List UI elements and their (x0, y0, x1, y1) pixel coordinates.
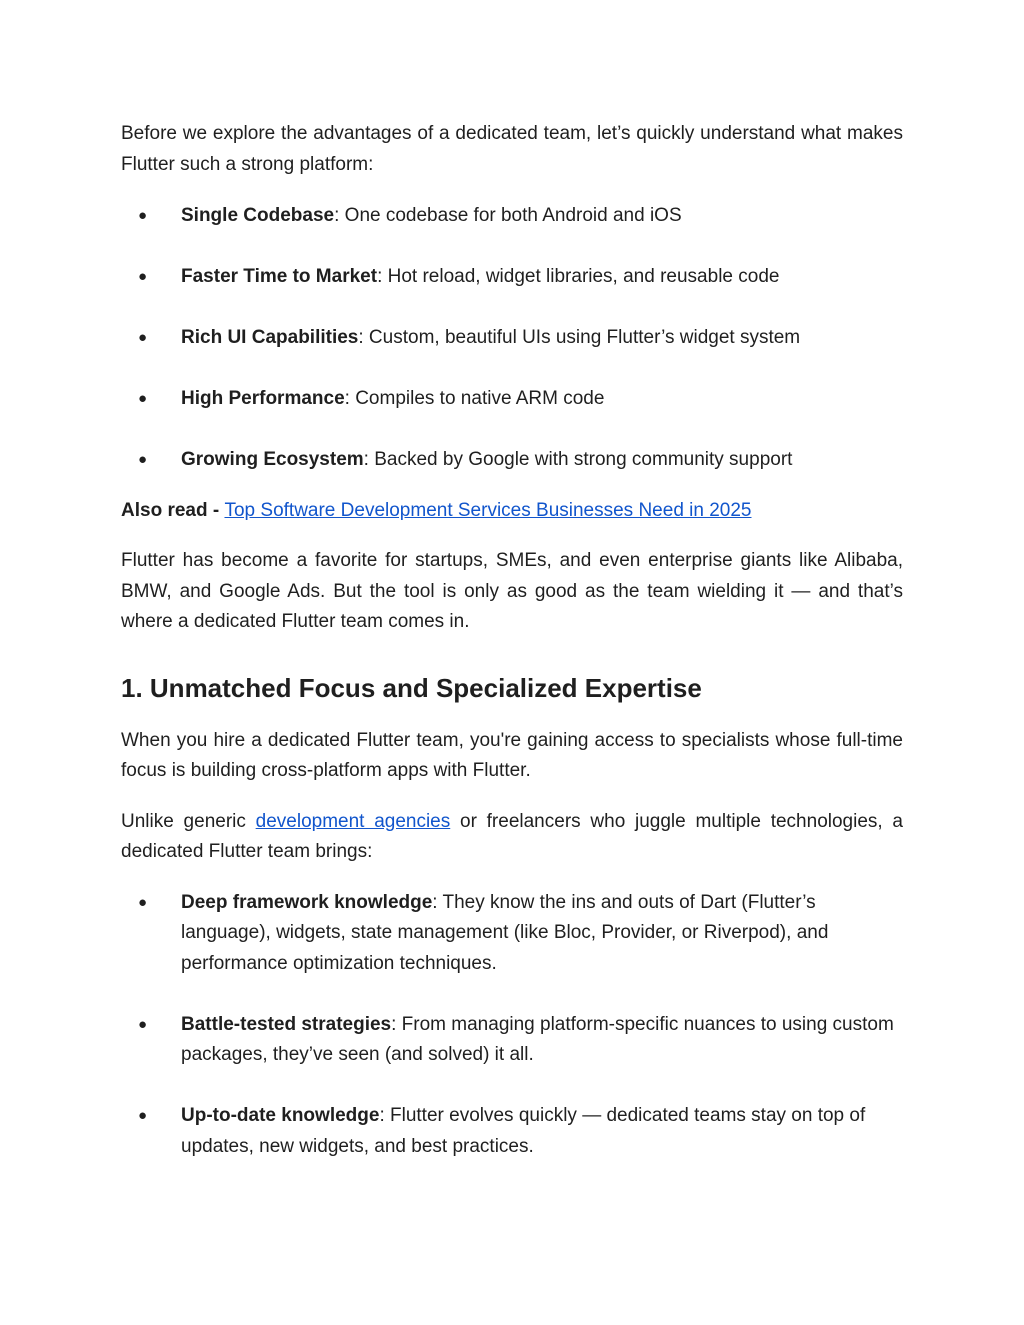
list-item (121, 384, 903, 415)
item-title: Up-to-date knowledge (181, 1105, 380, 1126)
development-agencies-link[interactable]: development agencies (255, 810, 451, 832)
bullet-icon: ● (138, 1107, 148, 1124)
also-read-line (121, 496, 903, 527)
list-item (121, 262, 903, 293)
section-heading: 1. Unmatched Focus and Specialized Expertise (121, 672, 702, 703)
item-desc: : Flutter evolves quickly — dedicated teams stay on top of updates, new widgets, and best practices. (181, 1105, 866, 1157)
feature-desc: : Backed by Google with strong community support (363, 449, 793, 470)
feature-title: Rich UI Capabilities (181, 327, 359, 348)
bullet-icon: ● (138, 268, 148, 285)
flutter-paragraph: Flutter has become a favorite for startups, SMEs, and even enterprise giants like Alibaba, BMW, and Google Ads. But the tool is only as good as the team wielding it — and that’s where a dedicated Flutter team comes in. (121, 550, 903, 632)
item-title: Deep framework knowledge (181, 891, 433, 913)
item-desc: : From managing platform-specific nuances to using custom packages, they’ve seen (and solved) it all. (181, 1013, 894, 1065)
para2-before: Unlike generic (121, 810, 256, 832)
feature-desc: : Compiles to native ARM code (344, 388, 605, 409)
list-item (121, 201, 903, 232)
list-item (121, 445, 903, 476)
expertise-list (121, 888, 903, 1163)
feature-title: Growing Ecosystem (181, 449, 364, 470)
list-item (121, 1101, 903, 1162)
also-read-label: Also read - (121, 499, 225, 521)
bullet-icon: ● (138, 207, 148, 224)
section-paragraph-2 (121, 807, 903, 868)
list-item (121, 323, 903, 354)
intro-paragraph: Before we explore the advantages of a dedicated team, let’s quickly understand what makes Flutter such a strong platform: (121, 123, 903, 175)
list-item (121, 888, 903, 980)
bullet-icon: ● (138, 329, 148, 346)
feature-desc: : Hot reload, widget libraries, and reusable code (377, 266, 780, 287)
bullet-icon: ● (138, 451, 148, 468)
item-desc: : They know the ins and outs of Dart (Flutter’s language), widgets, state management (like Bloc, Provider, or Riverpod), and performance optimization techniques. (181, 891, 829, 974)
para2-after: or freelancers who juggle multiple technologies, a dedicated Flutter team brings: (121, 810, 904, 862)
feature-desc: : Custom, beautiful UIs using Flutter’s widget system (358, 327, 801, 348)
document-page (121, 119, 903, 1162)
section-paragraph-1: When you hire a dedicated Flutter team, you're gaining access to specialists whose full-time focus is building cross-platform apps with Flutter. (121, 729, 903, 781)
bullet-icon: ● (138, 1015, 148, 1033)
list-item (121, 1010, 903, 1071)
feature-title: High Performance (181, 388, 345, 409)
also-read-link[interactable]: Top Software Development Services Businesses Need in 2025 (224, 499, 752, 521)
feature-title: Single Codebase (181, 205, 335, 226)
feature-desc: : One codebase for both Android and iOS (334, 205, 682, 226)
bullet-icon: ● (138, 390, 148, 407)
feature-list (121, 201, 903, 476)
feature-title: Faster Time to Market (181, 266, 378, 287)
bullet-icon: ● (138, 893, 148, 911)
item-title: Battle-tested strategies (181, 1013, 392, 1035)
